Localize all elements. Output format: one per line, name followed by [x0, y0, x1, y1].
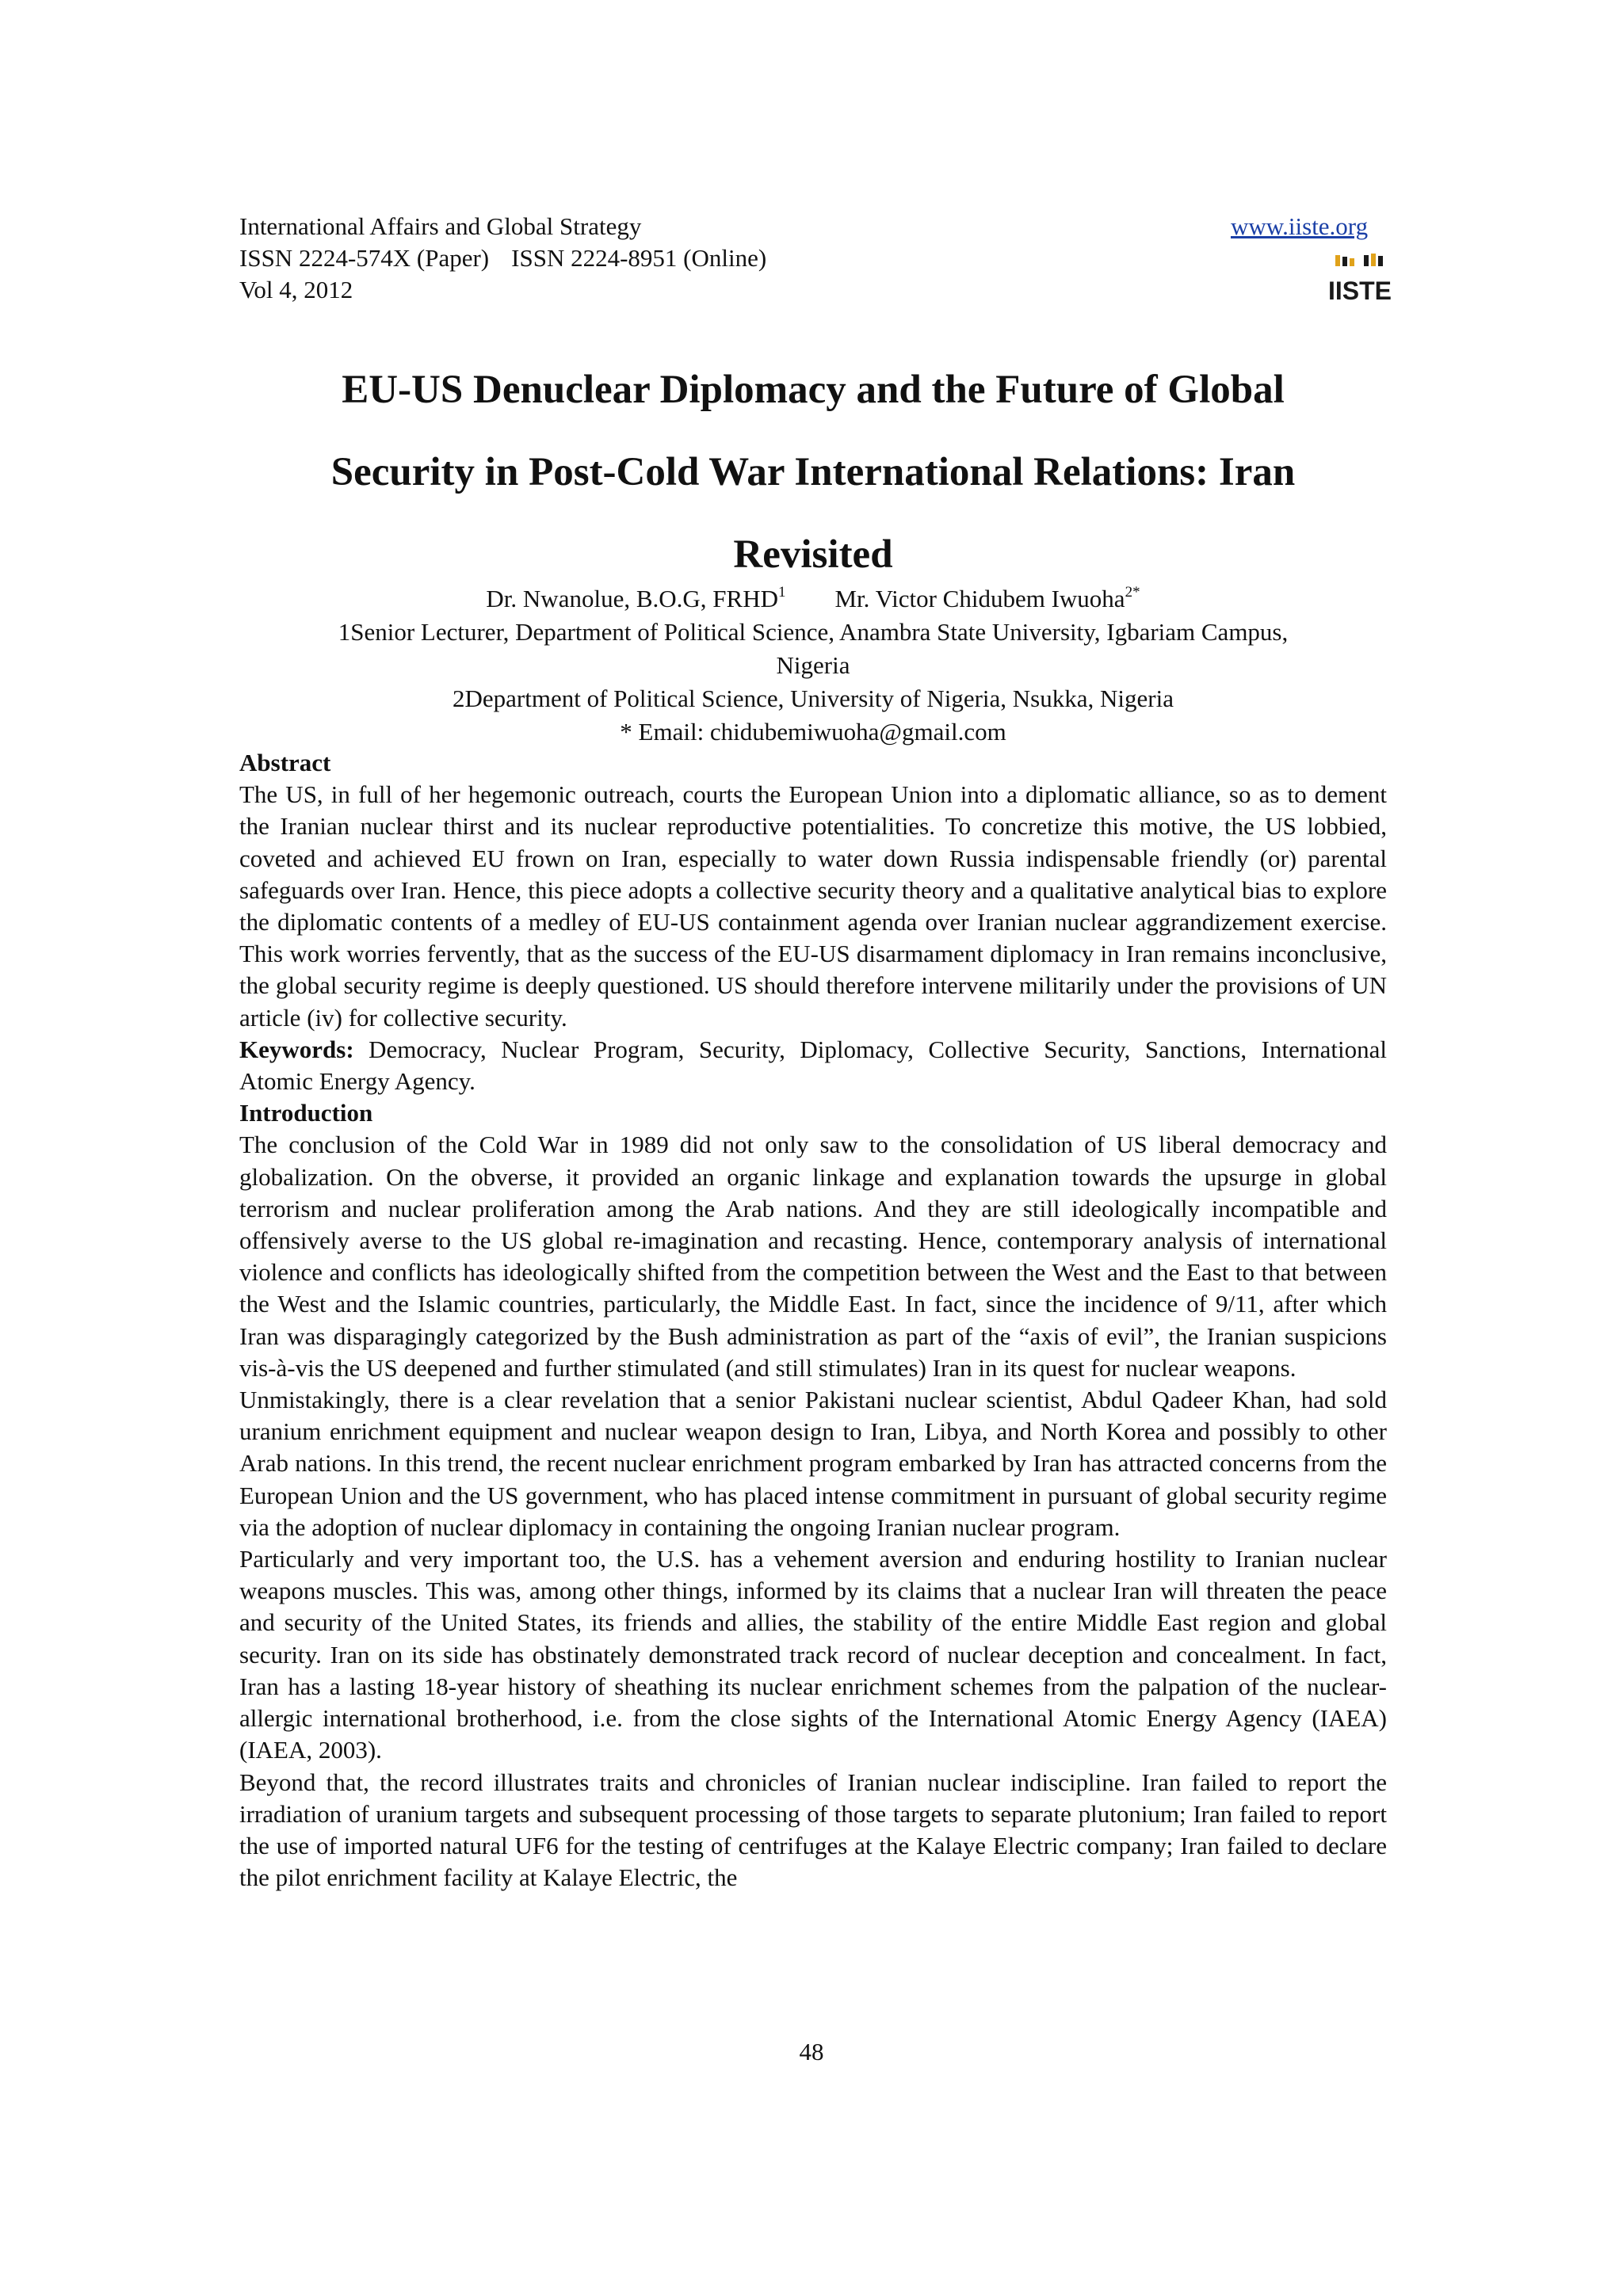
intro-paragraph-4: Beyond that, the record illustrates traits and chronicles of Iranian nuclear indiscipline. Iran failed to report the irradiation of uranium targets and subsequent processing of those targets to separate plutonium; Iran failed to report the use of imported natural UF6 for the testing of centrifuges at the Kalaye Electric company; Iran failed to declare the pilot enrichment facility at Kalaye Electric, the [239, 1768, 1387, 1892]
author-2-sup: 2* [1125, 584, 1140, 601]
running-header [239, 211, 766, 306]
keywords [239, 1034, 1387, 1097]
logo-text: IISTE [1327, 277, 1392, 305]
issn-paper: ISSN 2224-574X (Paper) [239, 244, 490, 272]
introduction-heading: Introduction [239, 1099, 373, 1127]
body-text [239, 747, 1387, 1894]
abstract-text: The US, in full of her hegemonic outreach, courts the European Union into a diplomatic alliance, so as to dement the Iranian nuclear thirst and its nuclear reproductive potentialities. To concretize this motive, the US lobbied, coveted and achieved EU frown on Iran, especially to water down Russia indispensable friendly (or) parental safeguards over Iran. Hence, this piece adopts a collective security theory and a qualitative analytical bias to explore the diplomatic contents of a medley of EU-US containment agenda over Iranian nuclear aggrandizement exercise. This work worries fervently, that as the success of the EU-US disarmament diplomacy in Iran remains inconclusive, the global security regime is deeply questioned. US should therefore intervene militarily under the provisions of UN article (iv) for collective security. [239, 780, 1387, 1032]
issn-online: ISSN 2224-8951 (Online) [511, 244, 767, 272]
author-line [239, 582, 1387, 616]
volume: Vol 4, 2012 [239, 276, 353, 303]
author-block [239, 582, 1387, 749]
issn-line [239, 242, 766, 274]
author-2: Mr. Victor Chidubem Iwuoha [834, 585, 1125, 612]
affiliation-1-line-2: Nigeria [776, 651, 850, 679]
title-line-2: Security in Post-Cold War International Relations: Iran [330, 450, 1296, 494]
keywords-label: Keywords: [239, 1035, 354, 1063]
iiste-logo [1327, 252, 1392, 305]
journal-name: International Affairs and Global Strategy [239, 212, 642, 240]
author-1-sup: 1 [777, 584, 786, 601]
author-1: Dr. Nwanolue, B.O.G, FRHD [486, 585, 778, 612]
abstract-heading: Abstract [239, 749, 331, 776]
intro-paragraph-3: Particularly and very important too, the U.S. has a vehement aversion and enduring hostility to Iranian nuclear weapons muscles. This was, among other things, informed by its claims that a nuclear Iran will threaten the peace and security of the United States, its friends and allies, the stability of the entire Middle East region and global security. Iran on its side has obstinately demonstrated track record of nuclear deception and concealment. In fact, Iran has a lasting 18-year history of sheathing its nuclear enrichment schemes from the palpation of the nuclear-allergic international brotherhood, i.e. from the close sights of the International Atomic Energy Agency (IAEA) (IAEA, 2003). [239, 1545, 1387, 1764]
intro-paragraph-1: The conclusion of the Cold War in 1989 did not only saw to the consolidation of US liberal democracy and globalization. On the obverse, it provided an organic linkage and explanation towards the upsurge in global terrorism and nuclear proliferation among the Arab nations. And they are still ideologically incompatible and offensively averse to the US global re-imagination and recasting. Hence, contemporary analysis of international violence and conflicts has ideologically shifted from the competition between the West and the East to that between the West and the Islamic countries, particularly, the Middle East. In fact, since the incidence of 9/11, after which Iran was disparagingly categorized by the Bush administration as part of the “axis of evil”, the Iranian suspicions vis-à-vis the US deepened and further stimulated (and still stimulates) Iran in its quest for nuclear weapons. [239, 1131, 1387, 1382]
paper-title [239, 349, 1387, 596]
page-number: 48 [799, 2038, 824, 2065]
intro-paragraph-2: Unmistakingly, there is a clear revelation that a senior Pakistani nuclear scientist, Abdul Qadeer Khan, had sold uranium enrichment equipment and nuclear weapon design to Iran, Libya, and North Korea and possibly to other Arab nations. In this trend, the recent nuclear enrichment program embarked by Iran has attracted concerns from the European Union and the US government, who has placed intense commitment in pursuant of global security regime via the adoption of nuclear diplomacy in containing the ongoing Iranian nuclear program. [239, 1386, 1387, 1541]
title-line-3: Revisited [733, 532, 893, 577]
affiliation-2: 2Department of Political Science, University of Nigeria, Nsukka, Nigeria [453, 685, 1174, 712]
affiliation-1-line-1: 1Senior Lecturer, Department of Political Science, Anambra State University, Igbariam Campus, [338, 618, 1289, 646]
website-link[interactable]: www.iiste.org [1231, 212, 1369, 240]
email: * Email: chidubemiwuoha@gmail.com [620, 718, 1006, 746]
keywords-text: Democracy, Nuclear Program, Security, Diplomacy, Collective Security, Sanctions, International Atomic Energy Agency. [239, 1035, 1388, 1096]
title-line-1: EU-US Denuclear Diplomacy and the Future of Global [342, 368, 1285, 412]
